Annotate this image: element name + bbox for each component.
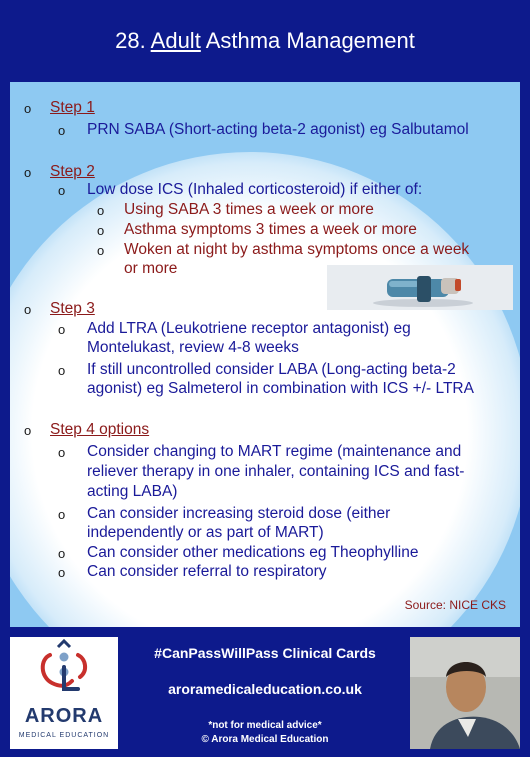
inhaler-image (327, 265, 513, 310)
stethoscope-icon (10, 637, 118, 707)
author-photo (410, 637, 520, 749)
step-4-item-3: Can consider other medications eg Theophylline (87, 544, 419, 561)
step-3-heading: Step 3 (50, 300, 95, 317)
step-3-item-2-line2: agonist) eg Salmeterol in combination with ICS +/- LTRA (87, 380, 474, 397)
step-3-item-1-line1: Add LTRA (Leukotriene receptor antagonist) eg (87, 320, 411, 337)
disclaimer: *not for medical advice* (208, 720, 322, 731)
step-2-subitem: Asthma symptoms 3 times a week or more (124, 221, 417, 238)
bullet-icon: o (97, 203, 105, 218)
bullet-icon: o (97, 243, 105, 258)
step-2-heading: Step 2 (50, 163, 95, 180)
bullet-icon: o (24, 423, 32, 438)
bullet-icon: o (97, 223, 105, 238)
step-2-item: Low dose ICS (Inhaled corticosteroid) if either of: (87, 181, 423, 198)
bullet-icon: o (58, 507, 66, 522)
bullet-icon: o (24, 101, 32, 116)
step-3-item-2-line1: If still uncontrolled consider LABA (Long-acting beta-2 (87, 361, 456, 378)
title-rest: Asthma Management (200, 28, 415, 53)
step-2-subitem-cont: or more (124, 260, 178, 277)
bullet-icon: o (58, 363, 66, 378)
step-4-item-1-line3: acting LABA) (87, 483, 178, 500)
bullet-icon: o (58, 322, 66, 337)
step-4-item-4: Can consider referral to respiratory (87, 563, 327, 580)
step-1-item: PRN SABA (Short-acting beta-2 agonist) eg Salbutamol (87, 121, 469, 138)
logo-name: ARORA (24, 705, 104, 727)
bullet-icon: o (24, 302, 32, 317)
page-title (0, 28, 530, 54)
title-number: 28. (115, 28, 151, 53)
tagline: #CanPassWillPass Clinical Cards (154, 645, 376, 661)
source-note: Source: NICE CKS (404, 598, 506, 612)
bullet-icon: o (24, 165, 32, 180)
bullet-icon: o (58, 445, 66, 460)
step-4-item-2-line1: Can consider increasing steroid dose (either (87, 505, 391, 522)
bullet-icon: o (58, 546, 66, 561)
title-adult: Adult (150, 28, 201, 53)
step-2-subitem: Using SABA 3 times a week or more (124, 201, 374, 218)
content-panel (10, 82, 520, 627)
step-1-heading: Step 1 (50, 99, 95, 116)
copyright: © Arora Medical Education (201, 734, 329, 745)
logo-subtitle: MEDICAL EDUCATION (18, 732, 110, 739)
header (0, 0, 530, 82)
bullet-icon: o (58, 565, 66, 580)
bullet-icon: o (58, 123, 66, 138)
step-2-subitem: Woken at night by asthma symptoms once a week (124, 241, 470, 258)
step-4-item-1-line2: reliever therapy in one inhaler, containing ICS and fast- (87, 463, 465, 480)
step-4-heading: Step 4 options (50, 421, 150, 438)
footer (0, 627, 530, 757)
step-3-item-1-line2: Montelukast, review 4-8 weeks (87, 339, 299, 356)
step-4-item-2-line2: independently or as part of MART) (87, 524, 324, 541)
step-4-item-1-line1: Consider changing to MART regime (maintenance and (87, 443, 462, 460)
bullet-icon: o (58, 183, 66, 198)
website-link[interactable]: aroramedicaleducation.co.uk (168, 681, 362, 697)
arora-logo (10, 637, 118, 749)
